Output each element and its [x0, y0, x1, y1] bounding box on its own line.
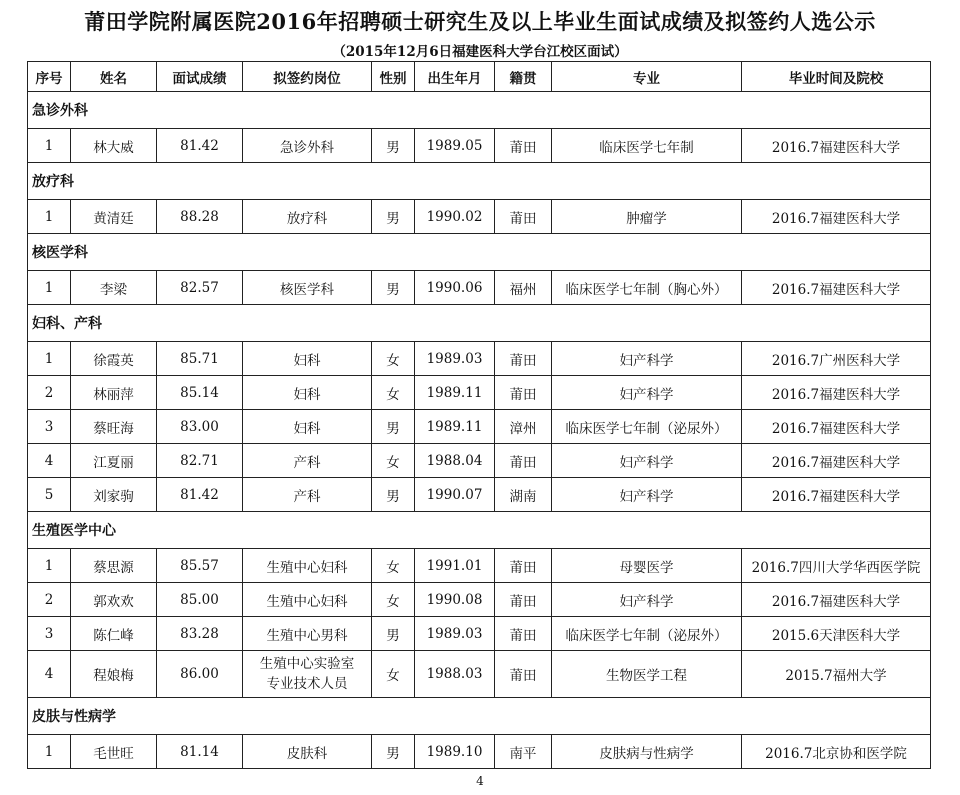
- row-number-cell: 1: [28, 129, 71, 163]
- table-row: [28, 478, 931, 512]
- birth-date-cell: 1988.04: [415, 444, 495, 478]
- proposed-post-cell: [243, 651, 372, 698]
- section-header: [28, 512, 931, 549]
- gender-cell: 女: [372, 549, 415, 583]
- table-row: [28, 410, 931, 444]
- candidate-name-cell: 蔡思源: [71, 549, 157, 583]
- candidate-name-cell: 蔡旺海: [71, 410, 157, 444]
- interview-score-cell: 83.28: [157, 617, 243, 651]
- birth-date-cell: 1989.11: [415, 376, 495, 410]
- header-major: 专业: [552, 62, 742, 92]
- proposed-post-cell: 核医学科: [243, 271, 372, 305]
- birth-date-cell: 1990.07: [415, 478, 495, 512]
- graduation-school-cell: 2016.7福建医科大学: [742, 376, 931, 410]
- gender-cell: 男: [372, 735, 415, 769]
- birth-date-cell: 1990.02: [415, 200, 495, 234]
- section-header: [28, 92, 931, 129]
- candidate-name-cell: 林大威: [71, 129, 157, 163]
- major-cell: 肿瘤学: [552, 200, 742, 234]
- proposed-post-cell: 生殖中心妇科: [243, 549, 372, 583]
- major-cell: 临床医学七年制（泌尿外）: [552, 410, 742, 444]
- interview-score-cell: 85.00: [157, 583, 243, 617]
- native-place-cell: 莆田: [495, 342, 552, 376]
- proposed-post-cell: 皮肤科: [243, 735, 372, 769]
- native-place-cell: 南平: [495, 735, 552, 769]
- section-header: [28, 305, 931, 342]
- section-header: [28, 163, 931, 200]
- birth-date-cell: 1989.03: [415, 342, 495, 376]
- major-cell: 皮肤病与性病学: [552, 735, 742, 769]
- row-number-cell: 3: [28, 617, 71, 651]
- section-title: 皮肤与性病学: [28, 698, 931, 735]
- proposed-post-cell: 产科: [243, 478, 372, 512]
- birth-date-cell: 1989.03: [415, 617, 495, 651]
- native-place-cell: 莆田: [495, 583, 552, 617]
- major-cell: 妇产科学: [552, 478, 742, 512]
- section-header: [28, 698, 931, 735]
- candidate-name-cell: 李梁: [71, 271, 157, 305]
- graduation-school-cell: 2016.7福建医科大学: [742, 129, 931, 163]
- graduation-school-cell: 2016.7福建医科大学: [742, 410, 931, 444]
- graduation-school-cell: 2015.6天津医科大学: [742, 617, 931, 651]
- gender-cell: 男: [372, 617, 415, 651]
- proposed-post-cell: 妇科: [243, 376, 372, 410]
- graduation-school-cell: 2016.7四川大学华西医学院: [742, 549, 931, 583]
- gender-cell: 男: [372, 129, 415, 163]
- row-number-cell: 2: [28, 376, 71, 410]
- major-cell: 母婴医学: [552, 549, 742, 583]
- major-cell: 生物医学工程: [552, 651, 742, 698]
- graduation-school-cell: 2016.7福建医科大学: [742, 583, 931, 617]
- interview-score-cell: 86.00: [157, 651, 243, 698]
- graduation-school-cell: 2016.7北京协和医学院: [742, 735, 931, 769]
- gender-cell: 女: [372, 651, 415, 698]
- birth-date-cell: 1990.06: [415, 271, 495, 305]
- candidate-name-cell: 江夏丽: [71, 444, 157, 478]
- table-row: [28, 735, 931, 769]
- row-number-cell: 2: [28, 583, 71, 617]
- interview-score-cell: 88.28: [157, 200, 243, 234]
- section-title: 生殖医学中心: [28, 512, 931, 549]
- header-no: 序号: [28, 62, 71, 92]
- gender-cell: 女: [372, 444, 415, 478]
- row-number-cell: 4: [28, 444, 71, 478]
- gender-cell: 女: [372, 376, 415, 410]
- candidate-name-cell: 徐霞英: [71, 342, 157, 376]
- table-row: [28, 444, 931, 478]
- candidate-name-cell: 程娘梅: [71, 651, 157, 698]
- major-cell: 妇产科学: [552, 342, 742, 376]
- header-post: 拟签约岗位: [243, 62, 372, 92]
- gender-cell: 男: [372, 200, 415, 234]
- candidate-name-cell: 刘家驹: [71, 478, 157, 512]
- proposed-post-cell: 急诊外科: [243, 129, 372, 163]
- row-number-cell: 3: [28, 410, 71, 444]
- table-row: [28, 200, 931, 234]
- row-number-cell: 1: [28, 342, 71, 376]
- proposed-post-cell: 放疗科: [243, 200, 372, 234]
- proposed-post-cell: 生殖中心妇科: [243, 583, 372, 617]
- row-number-cell: 1: [28, 549, 71, 583]
- native-place-cell: 莆田: [495, 651, 552, 698]
- row-number-cell: 1: [28, 200, 71, 234]
- header-birth: 出生年月: [415, 62, 495, 92]
- table-row: [28, 651, 931, 698]
- candidate-name-cell: 毛世旺: [71, 735, 157, 769]
- header-score: 面试成绩: [157, 62, 243, 92]
- birth-date-cell: 1990.08: [415, 583, 495, 617]
- native-place-cell: 莆田: [495, 376, 552, 410]
- candidate-name-cell: 黄清廷: [71, 200, 157, 234]
- table-row: [28, 342, 931, 376]
- major-cell: 临床医学七年制: [552, 129, 742, 163]
- interview-score-cell: 82.71: [157, 444, 243, 478]
- native-place-cell: 福州: [495, 271, 552, 305]
- header-gender: 性别: [372, 62, 415, 92]
- native-place-cell: 湖南: [495, 478, 552, 512]
- row-number-cell: 1: [28, 271, 71, 305]
- birth-date-cell: 1988.03: [415, 651, 495, 698]
- major-cell: 临床医学七年制（胸心外）: [552, 271, 742, 305]
- proposed-post-line: 专业技术人员: [266, 676, 348, 692]
- section-header: [28, 234, 931, 271]
- row-number-cell: 1: [28, 735, 71, 769]
- row-number-cell: 4: [28, 651, 71, 698]
- gender-cell: 女: [372, 583, 415, 617]
- header-name: 姓名: [71, 62, 157, 92]
- graduation-school-cell: 2015.7福州大学: [742, 651, 931, 698]
- table-body: [28, 92, 931, 769]
- interview-score-cell: 81.42: [157, 129, 243, 163]
- graduation-school-cell: 2016.7福建医科大学: [742, 444, 931, 478]
- native-place-cell: 莆田: [495, 617, 552, 651]
- candidate-name-cell: 陈仁峰: [71, 617, 157, 651]
- header-row: [28, 62, 931, 92]
- gender-cell: 女: [372, 342, 415, 376]
- header-school: 毕业时间及院校: [742, 62, 931, 92]
- graduation-school-cell: 2016.7福建医科大学: [742, 478, 931, 512]
- interview-score-cell: 82.57: [157, 271, 243, 305]
- major-cell: 临床医学七年制（泌尿外）: [552, 617, 742, 651]
- table-row: [28, 583, 931, 617]
- gender-cell: 男: [372, 271, 415, 305]
- native-place-cell: 莆田: [495, 200, 552, 234]
- gender-cell: 男: [372, 478, 415, 512]
- section-title: 核医学科: [28, 234, 931, 271]
- proposed-post-cell: 妇科: [243, 410, 372, 444]
- proposed-post-cell: 产科: [243, 444, 372, 478]
- major-cell: 妇产科学: [552, 583, 742, 617]
- native-place-cell: 漳州: [495, 410, 552, 444]
- interview-score-cell: 85.14: [157, 376, 243, 410]
- row-number-cell: 5: [28, 478, 71, 512]
- proposed-post-cell: 妇科: [243, 342, 372, 376]
- candidate-name-cell: 林丽萍: [71, 376, 157, 410]
- table-row: [28, 129, 931, 163]
- interview-score-cell: 83.00: [157, 410, 243, 444]
- page-title: 莆田学院附属医院2016年招聘硕士研究生及以上毕业生面试成绩及拟签约人选公示: [84, 9, 876, 34]
- section-title: 放疗科: [28, 163, 931, 200]
- birth-date-cell: 1989.10: [415, 735, 495, 769]
- proposed-post-cell: 生殖中心男科: [243, 617, 372, 651]
- native-place-cell: 莆田: [495, 549, 552, 583]
- proposed-post-line: 生殖中心实验室: [259, 656, 355, 672]
- birth-date-cell: 1991.01: [415, 549, 495, 583]
- birth-date-cell: 1989.11: [415, 410, 495, 444]
- section-title: 急诊外科: [28, 92, 931, 129]
- table-row: [28, 271, 931, 305]
- table-row: [28, 549, 931, 583]
- interview-score-cell: 85.71: [157, 342, 243, 376]
- candidate-name-cell: 郭欢欢: [71, 583, 157, 617]
- table-row: [28, 376, 931, 410]
- major-cell: 妇产科学: [552, 376, 742, 410]
- graduation-school-cell: 2016.7广州医科大学: [742, 342, 931, 376]
- interview-score-cell: 85.57: [157, 549, 243, 583]
- results-table: [27, 61, 931, 769]
- graduation-school-cell: 2016.7福建医科大学: [742, 200, 931, 234]
- birth-date-cell: 1989.05: [415, 129, 495, 163]
- page-subtitle: （2015年12月6日福建医科大学台江校区面试）: [332, 44, 628, 60]
- native-place-cell: 莆田: [495, 129, 552, 163]
- native-place-cell: 莆田: [495, 444, 552, 478]
- page-number: 4: [476, 774, 484, 788]
- major-cell: 妇产科学: [552, 444, 742, 478]
- graduation-school-cell: 2016.7福建医科大学: [742, 271, 931, 305]
- table-row: [28, 617, 931, 651]
- gender-cell: 男: [372, 410, 415, 444]
- interview-score-cell: 81.14: [157, 735, 243, 769]
- interview-score-cell: 81.42: [157, 478, 243, 512]
- header-origin: 籍贯: [495, 62, 552, 92]
- section-title: 妇科、产科: [28, 305, 931, 342]
